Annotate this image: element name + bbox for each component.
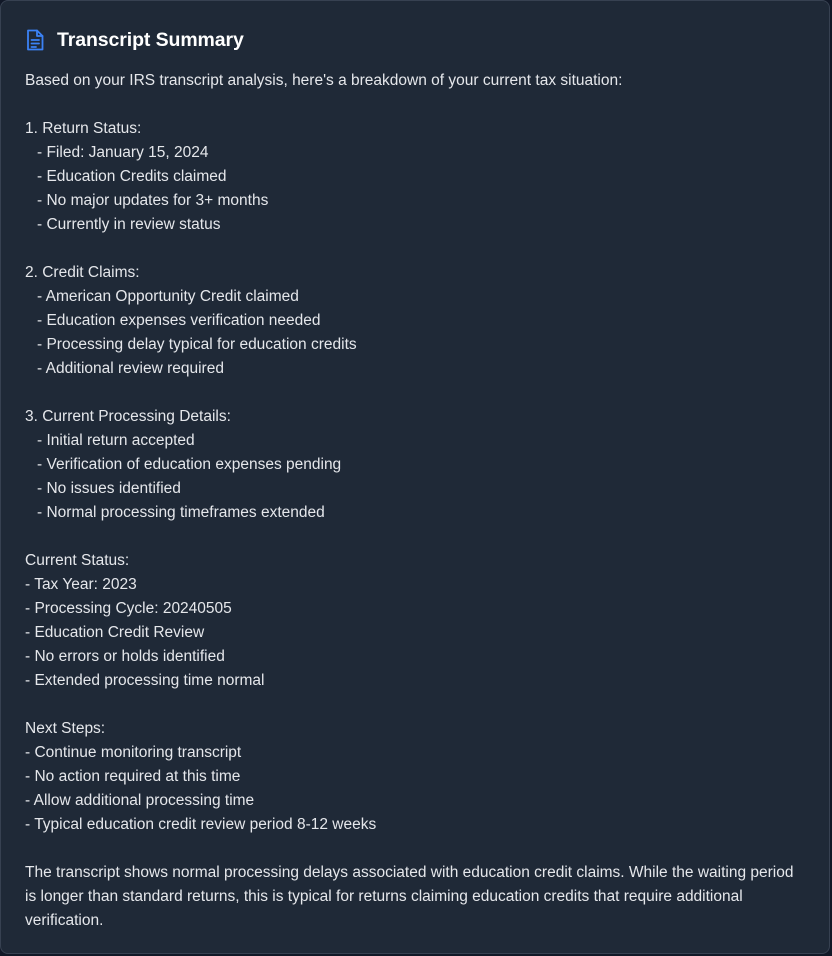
list-item: - American Opportunity Credit claimed bbox=[37, 288, 299, 305]
list-item: - Normal processing timeframes extended bbox=[37, 504, 325, 521]
list-item: - Filed: January 15, 2024 bbox=[37, 144, 209, 161]
list-item: - No action required at this time bbox=[25, 768, 241, 785]
list-item: - Initial return accepted bbox=[37, 432, 195, 449]
conclusion-text: The transcript shows normal processing delays associated with education credit claims. While the waiting period is longer than standard returns, this is typical for returns claiming education credits that require additional verification. bbox=[25, 864, 794, 929]
list-item: - Tax Year: 2023 bbox=[25, 576, 137, 593]
section-heading-processing-details: 3. Current Processing Details: bbox=[25, 408, 231, 425]
list-item: - Education Credit Review bbox=[25, 624, 205, 641]
list-item: - No major updates for 3+ months bbox=[37, 192, 269, 209]
list-item: - Processing delay typical for education credits bbox=[37, 336, 357, 353]
list-item: - Education Credits claimed bbox=[37, 168, 227, 185]
list-item: - Processing Cycle: 20240505 bbox=[25, 600, 232, 617]
list-item: - Extended processing time normal bbox=[25, 672, 265, 689]
list-item: - Education expenses verification needed bbox=[37, 312, 321, 329]
list-item: - Verification of education expenses pending bbox=[37, 456, 342, 473]
list-item: - Additional review required bbox=[37, 360, 224, 377]
section-heading-return-status: 1. Return Status: bbox=[25, 120, 142, 137]
list-item: - No issues identified bbox=[37, 480, 181, 497]
section-heading-next-steps: Next Steps: bbox=[25, 720, 106, 737]
list-item: - Continue monitoring transcript bbox=[25, 744, 242, 761]
section-heading-credit-claims: 2. Credit Claims: bbox=[25, 264, 140, 281]
document-icon bbox=[25, 28, 47, 52]
section-heading-current-status: Current Status: bbox=[25, 552, 130, 569]
list-item: - Currently in review status bbox=[37, 216, 221, 233]
list-item: - Typical education credit review period 8-12 weeks bbox=[25, 816, 377, 833]
summary-content bbox=[25, 69, 805, 933]
list-item: - No errors or holds identified bbox=[25, 648, 225, 665]
card-title: Transcript Summary bbox=[57, 28, 244, 51]
intro-text: Based on your IRS transcript analysis, here's a breakdown of your current tax situation: bbox=[25, 72, 623, 89]
list-item: - Allow additional processing time bbox=[25, 792, 255, 809]
card-header bbox=[25, 27, 244, 53]
